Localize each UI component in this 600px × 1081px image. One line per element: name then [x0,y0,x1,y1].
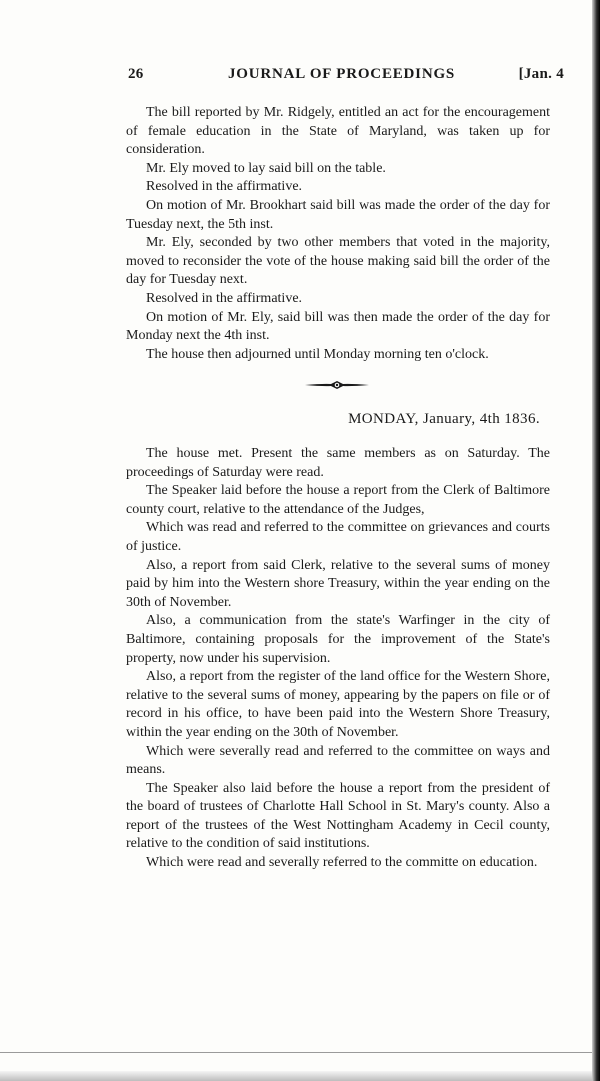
page-number: 26 [128,66,144,82]
running-header [128,66,564,90]
paragraph: Which was read and referred to the committee on grievances and courts of justice. [126,520,550,554]
running-title: JOURNAL OF PROCEEDINGS [228,66,456,82]
page-bottom-edge [0,1071,600,1081]
paragraph: Also, a report from said Clerk, relative to the several sums of money paid by him into the Western shore Treasury, within the year ending on the 30th of November. [126,557,550,610]
header-date-reference: [Jan. 4 [518,66,564,82]
saturday-proceedings [126,104,550,364]
page-binding-shadow [592,0,600,1081]
paragraph: The Speaker also laid before the house a report from the president of the board of trustees of Charlotte Hall School in St. Mary's county. Also a report of the trustees of the West Nottingham Academy in Cecil county, relative to the condition of said institutions. [126,780,550,852]
paragraph: Resolved in the affirmative. [146,179,303,195]
paragraph: Also, a communication from the state's Warfinger in the city of Baltimore, containing proposals for the improvement of the State's property, now under his supervision. [126,613,550,666]
paragraph: Mr. Ely moved to lay said bill on the table. [146,160,386,176]
monday-proceedings [126,445,550,873]
paragraph: On motion of Mr. Ely, said bill was then made the order of the day for Monday next the 4th inst. [126,309,550,344]
paragraph: Resolved in the affirmative. [146,290,303,306]
paragraph: On motion of Mr. Brookhart said bill was made the order of the day for Tuesday next, the 5th inst. [126,197,550,232]
paragraph: The bill reported by Mr. Ridgely, entitled an act for the encouragement of female education in the State of Maryland, was taken up for consideration. [126,105,550,158]
paragraph: Which were severally read and referred to the committee on ways and means. [126,743,550,778]
section-divider-ornament-icon [305,379,369,391]
paragraph: Which were read and severally referred to the committe on education. [146,855,538,871]
paragraph: Mr. Ely, seconded by two other members that voted in the majority, moved to reconsider the vote of the house making said bill the order of the day for Tuesday next. [126,235,550,288]
paragraph: The house met. Present the same members as on Saturday. The proceedings of Saturday were read. [126,446,550,480]
section-date-heading: MONDAY, January, 4th 1836. [348,411,540,427]
paragraph: The house then adjourned until Monday morning ten o'clock. [146,346,489,362]
paragraph: The Speaker laid before the house a report from the Clerk of Baltimore county court, relative to the attendance of the Judges, [126,483,550,517]
paragraph: Also, a report from the register of the land office for the Western Shore, relative to the several sums of money, appearing by the papers on file or of record in his office, to have been paid into the Western Shore Treasury, within the year ending on the 30th of November. [126,669,550,740]
page-bottom-rule [0,1052,592,1053]
